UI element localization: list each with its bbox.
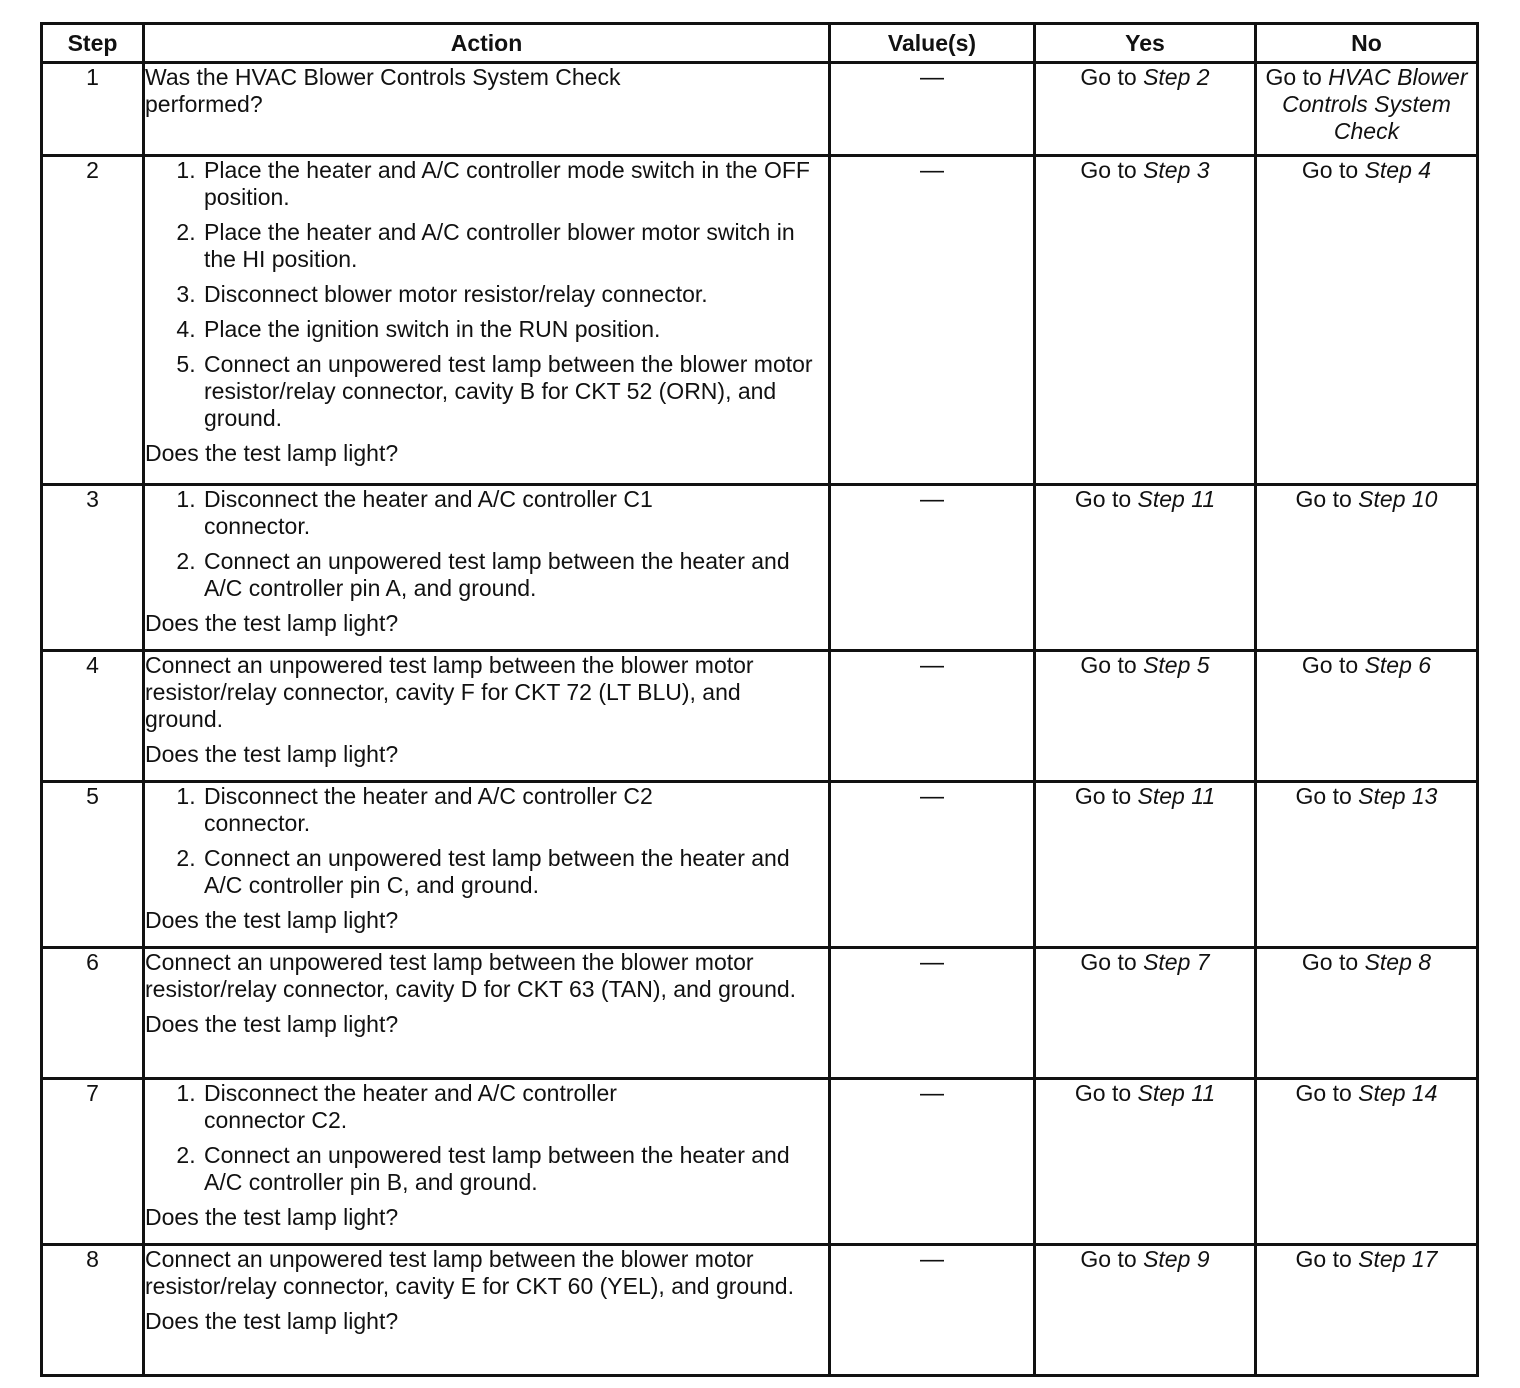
no-target: Step 17 <box>1358 1246 1438 1272</box>
no-cell <box>1256 651 1478 782</box>
yes-cell <box>1035 485 1256 651</box>
action-item: 3. Disconnect blower motor resistor/relay connector. <box>202 281 828 308</box>
yes-prefix: Go to <box>1074 783 1138 809</box>
yes-target: Step 3 <box>1143 157 1210 183</box>
yes-prefix: Go to <box>1080 1246 1144 1272</box>
action-item: 2. Connect an unpowered test lamp between the heater and A/C controller pin C, and ground. <box>202 845 828 899</box>
value-cell: — <box>830 485 1035 651</box>
no-target: Step 10 <box>1358 486 1438 512</box>
yes-target: Step 11 <box>1137 486 1216 512</box>
yes-cell <box>1035 1079 1256 1245</box>
action-cell <box>144 1079 830 1245</box>
table-row <box>42 156 1478 485</box>
yes-cell <box>1035 948 1256 1079</box>
no-target: Step 4 <box>1364 157 1432 183</box>
action-cell <box>144 782 830 948</box>
action-cell <box>144 485 830 651</box>
no-target: Step 6 <box>1364 652 1432 678</box>
step-number: 2 <box>42 156 144 485</box>
action-question: Does the test lamp light? <box>145 440 399 466</box>
no-cell <box>1256 156 1478 485</box>
header-step: Step <box>42 24 144 63</box>
action-text: Connect an unpowered test lamp between the blower motor resistor/relay connector, cavity F for CKT 72 (LT BLU), and ground. <box>145 652 754 732</box>
action-item: 1. Disconnect the heater and A/C controller C1 connector. <box>202 486 828 540</box>
no-cell <box>1256 1079 1478 1245</box>
no-cell <box>1256 782 1478 948</box>
table-row <box>42 651 1478 782</box>
value-cell: — <box>830 651 1035 782</box>
table-row <box>42 948 1478 1079</box>
yes-cell <box>1035 156 1256 485</box>
table-row <box>42 782 1478 948</box>
no-prefix: Go to <box>1301 157 1365 183</box>
action-item: 1. Disconnect the heater and A/C controller connector C2. <box>202 1080 828 1134</box>
action-item: 1. Disconnect the heater and A/C controller C2 connector. <box>202 783 828 837</box>
table-row <box>42 1079 1478 1245</box>
yes-cell <box>1035 651 1256 782</box>
step-number: 3 <box>42 485 144 651</box>
yes-cell <box>1035 782 1256 948</box>
step-number: 5 <box>42 782 144 948</box>
header-action: Action <box>144 24 830 63</box>
step-number: 8 <box>42 1245 144 1376</box>
no-target: Step 8 <box>1364 949 1432 975</box>
value-cell: — <box>830 63 1035 156</box>
action-list <box>145 1080 828 1196</box>
action-question: Does the test lamp light? <box>145 1011 399 1037</box>
yes-prefix: Go to <box>1074 1080 1138 1106</box>
action-question: Does the test lamp light? <box>145 741 399 767</box>
step-number: 7 <box>42 1079 144 1245</box>
diagnostic-table <box>40 22 1479 1377</box>
yes-cell <box>1035 1245 1256 1376</box>
step-number: 6 <box>42 948 144 1079</box>
no-prefix: Go to <box>1301 949 1365 975</box>
action-item: 1. Place the heater and A/C controller mode switch in the OFF position. <box>202 157 828 211</box>
action-list <box>145 486 828 602</box>
action-cell <box>144 948 830 1079</box>
yes-cell <box>1035 63 1256 156</box>
no-prefix: Go to <box>1295 1080 1359 1106</box>
action-cell <box>144 156 830 485</box>
action-item: 4. Place the ignition switch in the RUN position. <box>202 316 828 343</box>
yes-prefix: Go to <box>1080 64 1144 90</box>
header-yes: Yes <box>1035 24 1256 63</box>
table-row <box>42 63 1478 156</box>
value-cell: — <box>830 156 1035 485</box>
no-prefix: Go to <box>1295 486 1359 512</box>
yes-target: Step 7 <box>1143 949 1210 975</box>
yes-prefix: Go to <box>1080 157 1144 183</box>
action-list <box>145 157 828 432</box>
value-cell: — <box>830 948 1035 1079</box>
table-row <box>42 485 1478 651</box>
no-prefix: Go to <box>1265 64 1329 90</box>
action-list <box>145 783 828 899</box>
yes-prefix: Go to <box>1080 652 1144 678</box>
yes-target: Step 11 <box>1137 783 1216 809</box>
no-cell <box>1256 1245 1478 1376</box>
no-target: HVAC Blower Controls System Check <box>1282 64 1468 144</box>
header-values: Value(s) <box>830 24 1035 63</box>
no-cell <box>1256 948 1478 1079</box>
no-prefix: Go to <box>1295 1246 1359 1272</box>
no-prefix: Go to <box>1295 783 1359 809</box>
action-item: 2. Connect an unpowered test lamp between the heater and A/C controller pin A, and ground. <box>202 548 828 602</box>
yes-target: Step 2 <box>1143 64 1210 90</box>
no-cell <box>1256 63 1478 156</box>
action-item: 2. Place the heater and A/C controller blower motor switch in the HI position. <box>202 219 828 273</box>
action-question: Does the test lamp light? <box>145 1204 399 1230</box>
yes-prefix: Go to <box>1080 949 1144 975</box>
no-target: Step 14 <box>1358 1080 1438 1106</box>
step-number: 4 <box>42 651 144 782</box>
action-question: Does the test lamp light? <box>145 907 399 933</box>
action-question: Does the test lamp light? <box>145 610 399 636</box>
action-cell <box>144 63 830 156</box>
action-text: Connect an unpowered test lamp between the blower motor resistor/relay connector, cavity D for CKT 63 (TAN), and ground. <box>145 949 797 1002</box>
value-cell: — <box>830 1079 1035 1245</box>
table-row <box>42 1245 1478 1376</box>
no-prefix: Go to <box>1301 652 1365 678</box>
no-target: Step 13 <box>1358 783 1438 809</box>
action-text: Connect an unpowered test lamp between the blower motor resistor/relay connector, cavity E for CKT 60 (YEL), and ground. <box>145 1246 794 1299</box>
header-row <box>42 24 1478 63</box>
action-cell <box>144 651 830 782</box>
value-cell: — <box>830 782 1035 948</box>
yes-target: Step 9 <box>1143 1246 1210 1272</box>
action-item: 2. Connect an unpowered test lamp between the heater and A/C controller pin B, and ground. <box>202 1142 828 1196</box>
value-cell: — <box>830 1245 1035 1376</box>
header-no: No <box>1256 24 1478 63</box>
action-text: Was the HVAC Blower Controls System Check performed? <box>145 64 621 117</box>
no-cell <box>1256 485 1478 651</box>
action-item: 5. Connect an unpowered test lamp between the blower motor resistor/relay connector, cavity B for CKT 52 (ORN), and ground. <box>202 351 828 432</box>
yes-target: Step 5 <box>1143 652 1210 678</box>
action-question: Does the test lamp light? <box>145 1308 399 1334</box>
yes-prefix: Go to <box>1074 486 1138 512</box>
step-number: 1 <box>42 63 144 156</box>
action-cell <box>144 1245 830 1376</box>
yes-target: Step 11 <box>1137 1080 1216 1106</box>
